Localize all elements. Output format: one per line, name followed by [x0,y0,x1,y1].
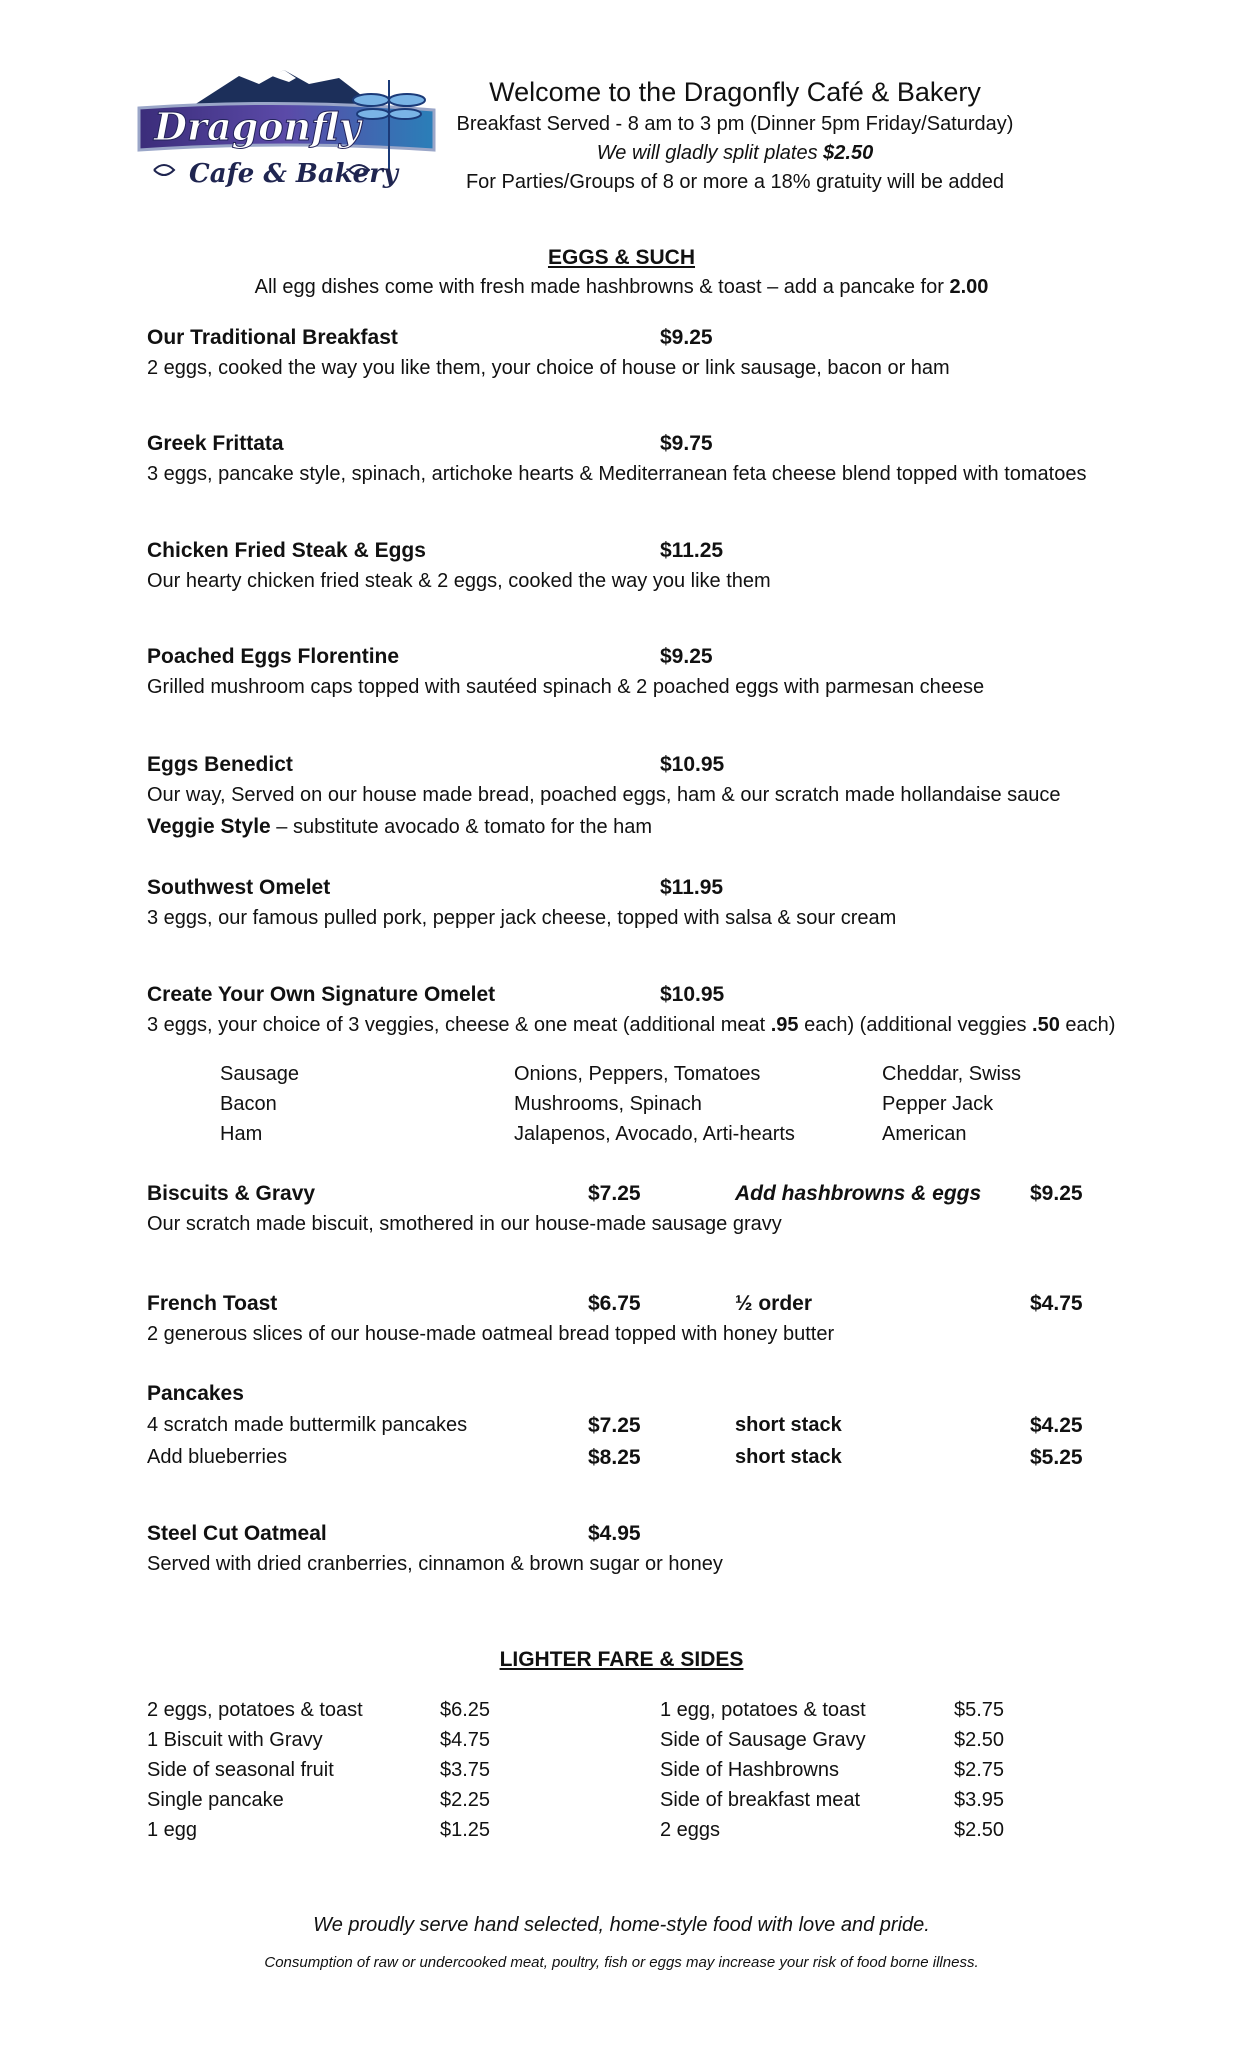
sides-left-labels [147,1695,363,1845]
item-price-biscuits: $7.25 [588,1182,641,1205]
welcome-title: Welcome to the Dragonfly Café & Bakery [489,77,981,107]
item-veggie-benedict [147,815,652,839]
item-price-chicken: $11.25 [660,539,724,562]
cheese-options [882,1059,1021,1149]
item-desc-greek: 3 eggs, pancake style, spinach, artichoke hearts & Mediterranean feta cheese blend topped with tomatoes [147,463,1087,485]
item-name-greek: Greek Frittata [147,432,284,455]
item-price-benedict: $10.95 [660,753,725,776]
sides-section-title: LIGHTER FARE & SIDES [499,1648,744,1671]
item-desc-biscuits: Our scratch made biscuit, smothered in our house-made sausage gravy [147,1213,782,1235]
side-item-label: Side of Sausage Gravy [660,1729,866,1751]
item-price-greek: $9.75 [660,432,713,455]
side-item-price: $2.50 [954,1819,1005,1841]
side-item-price: $3.75 [440,1759,491,1781]
pancakes-row2-label: Add blueberries [147,1446,288,1468]
veggie-style-label: Veggie Style [147,815,271,838]
logo-subtitle: Cafe & Bakery [189,159,399,189]
footer-warning: Consumption of raw or undercooked meat, poultry, fish or eggs may increase your risk of food borne illness. [264,1954,979,1971]
meat-option: Ham [220,1123,263,1145]
item-desc-southwest: 3 eggs, our famous pulled pork, pepper jack cheese, topped with salsa & sour cream [147,907,897,929]
item-desc-signature [147,1014,1115,1037]
cheese-option: American [882,1123,967,1145]
side-item-label: 2 eggs [660,1819,721,1841]
item-price-oatmeal: $4.95 [588,1522,641,1545]
side-item-label: Side of seasonal fruit [147,1759,334,1781]
item-name-chicken: Chicken Fried Steak & Eggs [147,539,426,562]
side-item-label: Single pancake [147,1789,284,1811]
sides-left-prices [440,1695,490,1845]
side-item-price: $3.95 [954,1789,1005,1811]
dragonfly-logo [134,70,449,190]
split-plates-price: $2.50 [823,142,874,164]
eggs-note-text: All egg dishes come with fresh made hashbrowns & toast – add a pancake for [254,276,950,298]
pancakes-row1-price: $7.25 [588,1414,641,1437]
french-half-order-price: $4.75 [1030,1292,1083,1315]
item-price-southwest: $11.95 [660,876,724,899]
biscuits-addon-price: $9.25 [1030,1182,1083,1205]
split-plates-text: We will gladly split plates [596,142,824,164]
item-desc-benedict: Our way, Served on our house made bread, poached eggs, ham & our scratch made hollandaise sauce [147,784,1061,806]
signature-desc-part: 3 eggs, your choice of 3 veggies, cheese & one meat (additional meat [147,1014,771,1036]
item-name-french: French Toast [147,1292,278,1315]
meat-option: Bacon [220,1093,277,1115]
veggie-option: Mushrooms, Spinach [514,1093,702,1115]
meat-option: Sausage [220,1063,299,1085]
side-item-price: $5.75 [954,1699,1005,1721]
eggs-note-price: 2.00 [949,276,989,298]
side-item-label: 1 egg, potatoes & toast [660,1699,866,1721]
cheese-option: Cheddar, Swiss [882,1063,1021,1085]
side-item-label: 2 eggs, potatoes & toast [147,1699,363,1721]
item-name-signature: Create Your Own Signature Omelet [147,983,496,1006]
footer-pride: We proudly serve hand selected, home-style food with love and pride. [313,1914,930,1936]
item-price-french: $6.75 [588,1292,641,1315]
pancakes-row1-label: 4 scratch made buttermilk pancakes [147,1414,468,1436]
item-name-southwest: Southwest Omelet [147,876,331,899]
item-name-florentine: Poached Eggs Florentine [147,645,400,668]
hours-line: Breakfast Served - 8 am to 3 pm (Dinner 5pm Friday/Saturday) [456,113,1014,135]
item-name-benedict: Eggs Benedict [147,753,293,776]
side-item-price: $2.50 [954,1729,1005,1751]
cheese-option: Pepper Jack [882,1093,994,1115]
veggie-style-desc: – substitute avocado & tomato for the ham [270,816,653,838]
item-price-florentine: $9.25 [660,645,713,668]
veggie-options [514,1059,795,1149]
french-half-order-label: ½ order [735,1292,813,1315]
veggie-option: Jalapenos, Avocado, Arti-hearts [514,1123,795,1145]
item-name-oatmeal: Steel Cut Oatmeal [147,1522,327,1545]
side-item-label: 1 Biscuit with Gravy [147,1729,323,1751]
side-item-label: Side of Hashbrowns [660,1759,839,1781]
side-item-price: $1.25 [440,1819,491,1841]
sides-right-prices [954,1695,1004,1845]
signature-desc-part: each) (additional veggies [798,1014,1033,1036]
side-item-price: $2.75 [954,1759,1005,1781]
pancakes-row2-short-stack: short stack [735,1446,842,1468]
header-block [430,74,1040,197]
item-desc-chicken: Our hearty chicken fried steak & 2 eggs, cooked the way you like them [147,570,771,592]
pancakes-row2-price: $8.25 [588,1446,641,1469]
item-desc-oatmeal: Served with dried cranberries, cinnamon & brown sugar or honey [147,1553,723,1575]
veggie-option: Onions, Peppers, Tomatoes [514,1063,761,1085]
item-name-biscuits: Biscuits & Gravy [147,1182,316,1205]
side-item-price: $6.25 [440,1699,491,1721]
extra-veggie-price: .50 [1032,1014,1060,1036]
item-price-traditional: $9.25 [660,326,713,349]
item-name-traditional: Our Traditional Breakfast [147,326,398,349]
split-plates-line [430,139,1040,168]
side-item-label: 1 egg [147,1819,198,1841]
item-price-signature: $10.95 [660,983,725,1006]
sides-right-labels [660,1695,866,1845]
logo-wordmark: Dragonfly [154,104,361,149]
pancakes-row1-short-stack: short stack [735,1414,842,1436]
side-item-label: Side of breakfast meat [660,1789,861,1811]
side-item-price: $4.75 [440,1729,491,1751]
item-desc-florentine: Grilled mushroom caps topped with sautéed spinach & 2 poached eggs with parmesan cheese [147,676,985,698]
item-desc-french: 2 generous slices of our house-made oatmeal bread topped with honey butter [147,1323,835,1345]
gratuity-line: For Parties/Groups of 8 or more a 18% gratuity will be added [465,171,1005,193]
meat-options [220,1059,299,1149]
item-name-pancakes: Pancakes [147,1382,244,1405]
eggs-section-note [0,276,1243,299]
eggs-section-title: EGGS & SUCH [547,246,696,269]
extra-meat-price: .95 [770,1014,799,1036]
biscuits-addon-label: Add hashbrowns & eggs [735,1182,982,1205]
side-item-price: $2.25 [440,1789,491,1811]
pancakes-row1-short-stack-price: $4.25 [1030,1414,1083,1437]
signature-desc-part: each) [1059,1014,1116,1036]
item-desc-traditional: 2 eggs, cooked the way you like them, your choice of house or link sausage, bacon or ham [147,357,950,379]
pancakes-row2-short-stack-price: $5.25 [1030,1446,1083,1469]
